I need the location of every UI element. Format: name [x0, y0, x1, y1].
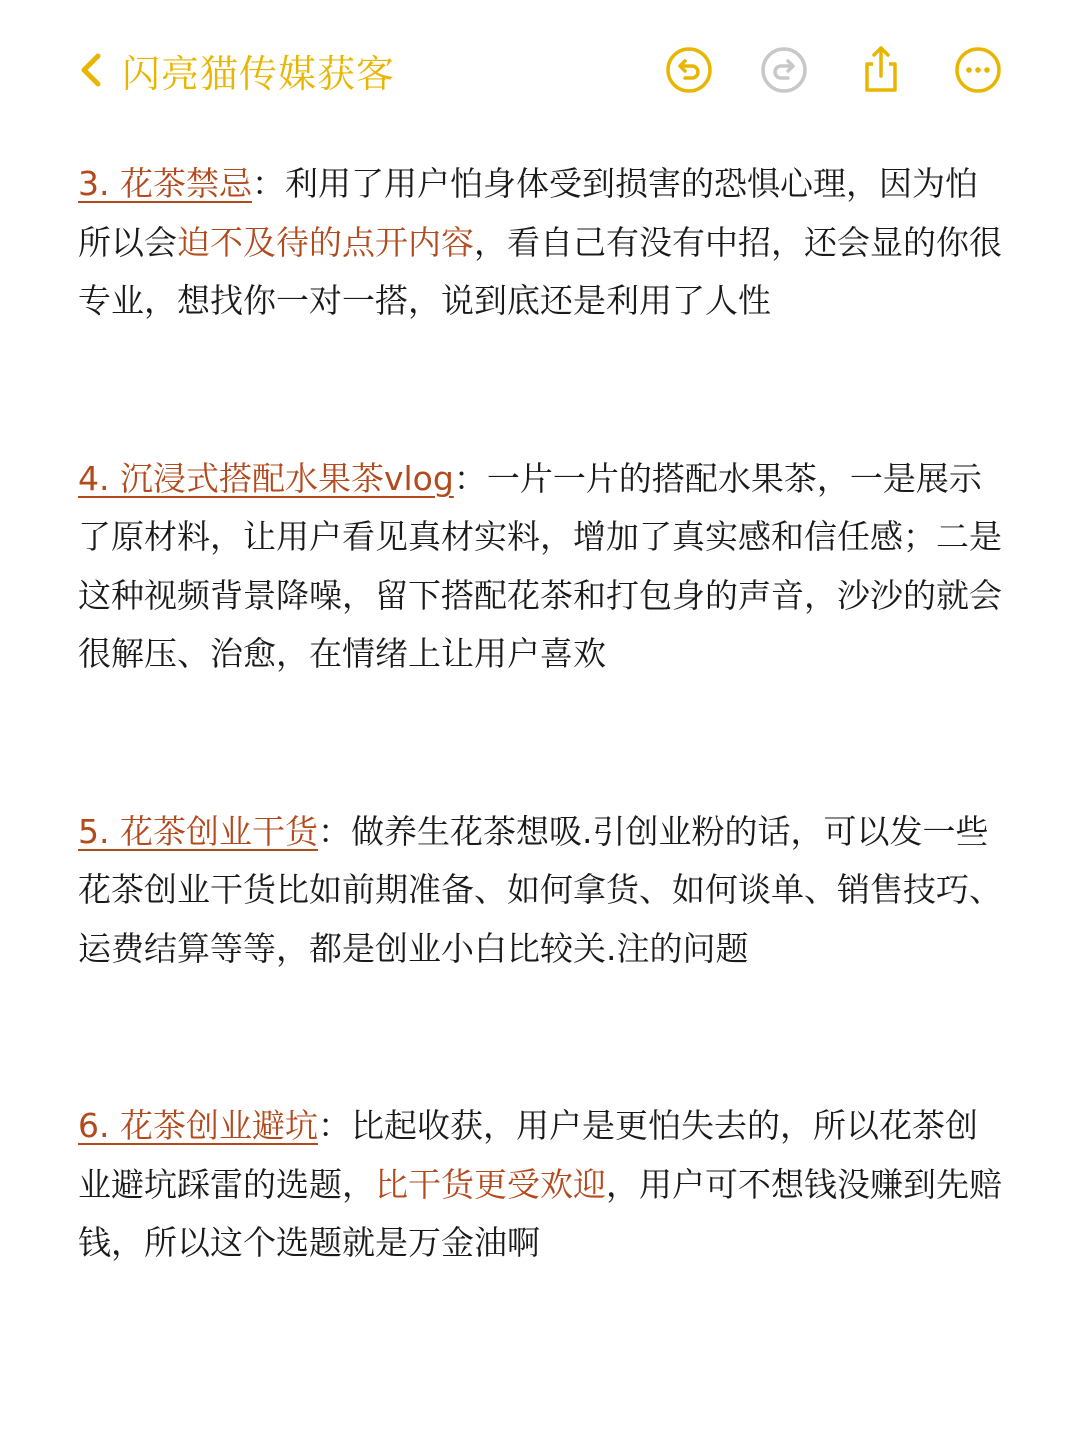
- undo-icon: [663, 44, 715, 96]
- paragraph-5: [78, 803, 1008, 979]
- share-icon: [855, 44, 907, 96]
- paragraph-4: [78, 450, 1008, 684]
- paragraph-3-text-2: ，看自己有没有中招，还会显的你很专业，想找你一对一搭，说到底还是利用了人性: [78, 222, 1002, 320]
- back-button[interactable]: [74, 44, 395, 96]
- redo-button[interactable]: [758, 44, 810, 96]
- share-button[interactable]: [855, 44, 907, 96]
- paragraph-4-text-1: ：一片一片的搭配水果茶，一是展示了原材料，让用户看见真材实料，增加了真实感和信任感；二是这种视频背景降噪，留下搭配花茶和打包身的声音，沙沙的就会很解压、治愈，在情绪上让用户喜欢: [78, 458, 1002, 673]
- back-label: 闪亮猫传媒获客: [122, 51, 396, 96]
- paragraph-6-highlight: 比干货更受欢迎: [375, 1164, 606, 1204]
- paragraph-5-heading: 5. 花茶创业干货: [78, 811, 318, 851]
- paragraph-3-text-1: ：利用了用户怕身体受到损害的恐惧心理，因为怕所以会: [78, 164, 978, 262]
- note-content: [78, 155, 1008, 1392]
- paragraph-6-text-1: ：比起收获，用户是更怕失去的，所以花茶创业避坑踩雷的选题，: [78, 1106, 978, 1204]
- chevron-left-icon: [74, 48, 108, 92]
- paragraph-5-text-1: ：做养生花茶想吸.引创业粉的话，可以发一些花茶创业干货比如前期准备、如何拿货、如何谈单、销售技巧、运费结算等等，都是创业小白比较关.注的问题: [78, 811, 1002, 968]
- paragraph-6-text-2: ，用户可不想钱没赚到先赔钱，所以这个选题就是万金油啊: [78, 1164, 1002, 1262]
- paragraph-6: [78, 1097, 1008, 1273]
- paragraph-3: [78, 155, 1008, 331]
- redo-icon: [758, 44, 810, 96]
- paragraph-6-heading: 6. 花茶创业避坑: [78, 1106, 318, 1145]
- top-bar: [0, 0, 1080, 140]
- paragraph-3-heading: 3. 花茶禁忌: [78, 164, 252, 203]
- undo-button[interactable]: [663, 44, 715, 96]
- more-icon: [952, 44, 1004, 96]
- paragraph-3-highlight: 迫不及待的点开内容: [177, 222, 474, 262]
- more-button[interactable]: [952, 44, 1004, 96]
- paragraph-4-heading: 4. 沉浸式搭配水果茶vlog: [78, 458, 454, 498]
